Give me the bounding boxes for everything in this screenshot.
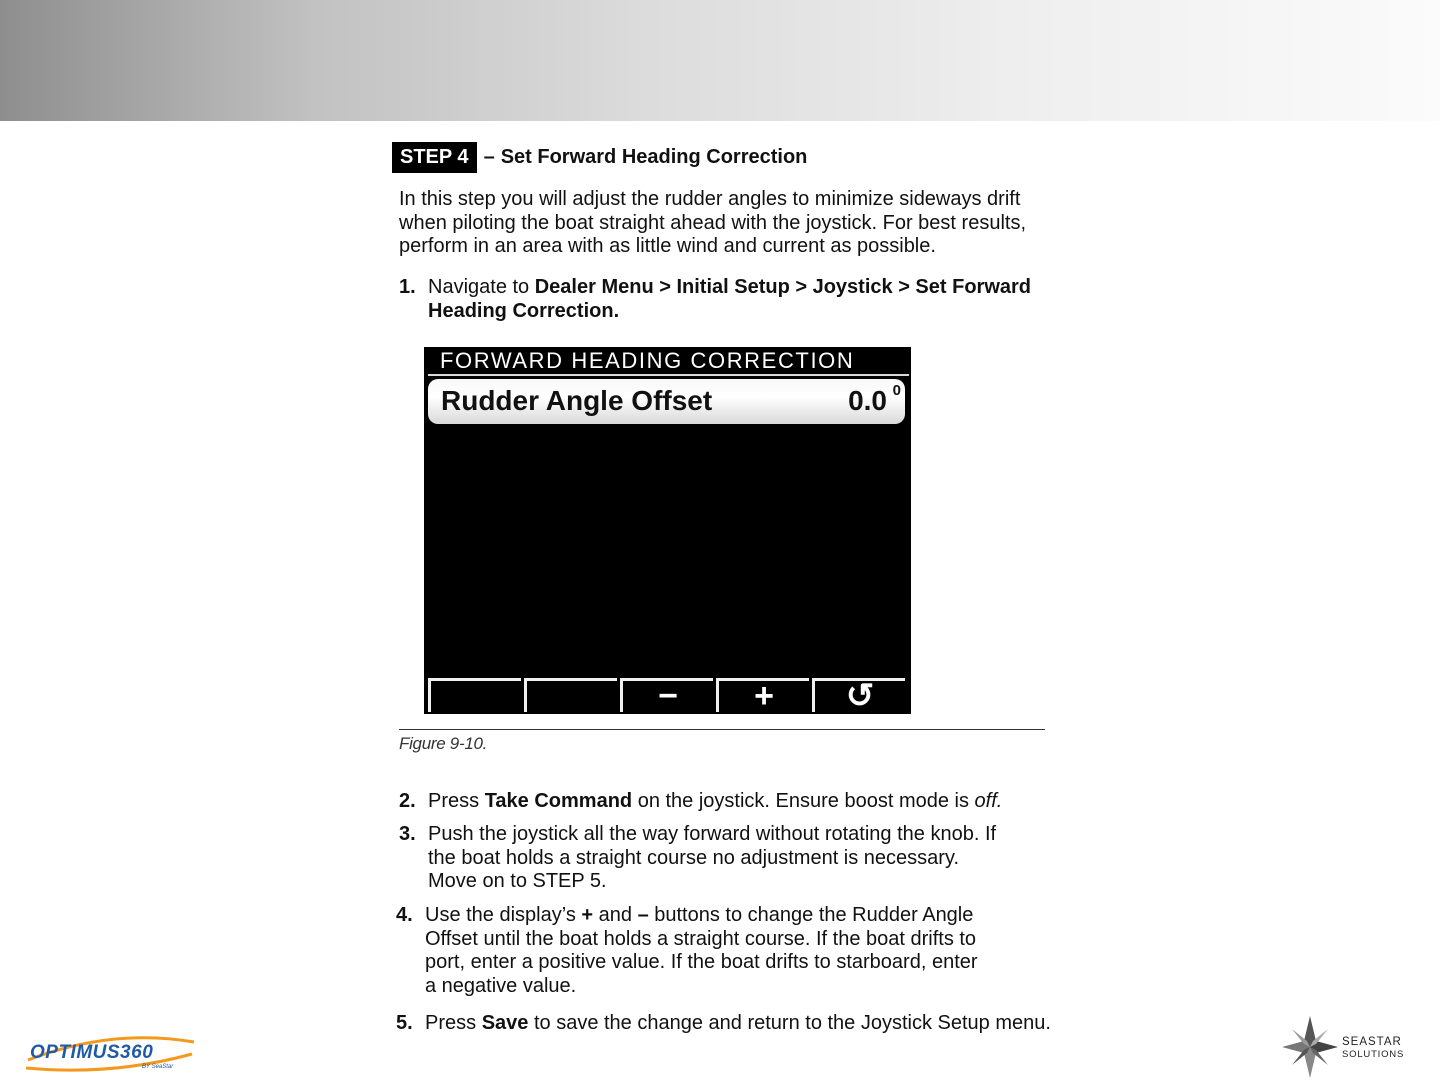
step-number: 2. xyxy=(399,790,416,812)
optimus360-logo xyxy=(22,1030,202,1074)
step-number: 4. xyxy=(396,904,413,926)
step-badge: STEP 4 xyxy=(392,142,477,173)
seastar-solutions-logo xyxy=(1278,1014,1440,1080)
step-title xyxy=(484,146,808,169)
menu-path-end: Heading Correction xyxy=(428,299,614,322)
step-line: the boat holds a straight course no adjustment is necessary. xyxy=(428,846,960,869)
plus-symbol: + xyxy=(581,904,594,926)
figure-caption: Figure 9-10. xyxy=(399,734,488,753)
boost-off-label: off. xyxy=(974,790,1003,812)
step-text xyxy=(428,276,1058,323)
plus-button[interactable]: + xyxy=(716,678,809,712)
step-line: port, enter a positive value. If the boat drifts to starboard, enter xyxy=(425,951,978,973)
device-screen xyxy=(424,347,911,714)
rudder-angle-offset-row[interactable] xyxy=(428,379,905,424)
screen-title-divider xyxy=(428,374,909,376)
intro-paragraph: In this step you will adjust the rudder angles to minimize sideways drift when piloting the boat straight ahead with the joystick. For best results, perform in an area with as little wind and current as possible. xyxy=(399,188,1027,257)
row-label: Rudder Angle Offset xyxy=(441,385,713,416)
screen-title: FORWARD HEADING CORRECTION xyxy=(440,348,855,373)
step-line: Use the display’s xyxy=(425,904,582,926)
softkey-1-button[interactable] xyxy=(428,678,521,712)
step-text xyxy=(425,1012,1055,1036)
step-text-plain: on the joystick. Ensure boost mode is xyxy=(632,790,975,812)
row-unit-degree: 0 xyxy=(892,382,901,399)
step-line: Push the joystick all the way forward without rotating the knob. If xyxy=(428,823,997,845)
optimus-wordmark: OPTIMUS360 xyxy=(30,1042,154,1063)
menu-path: Dealer Menu > Initial Setup > Joystick > Set Forward xyxy=(534,276,1032,298)
step-text xyxy=(428,790,1058,814)
step-dash: – xyxy=(483,146,495,168)
save-label: Save xyxy=(481,1012,529,1034)
step-line: Offset until the boat holds a straight course. If the boat drifts to xyxy=(425,927,977,950)
menu-path-period: . xyxy=(613,299,620,322)
instruction-step-3 xyxy=(399,823,1059,895)
seastar-wordmark: SEASTAR xyxy=(1342,1036,1402,1048)
step-line: a negative value. xyxy=(425,974,577,997)
step-text-plain: Navigate to xyxy=(428,276,535,298)
step-number: 1. xyxy=(399,276,416,298)
instruction-step-2 xyxy=(399,790,1059,814)
step-line: Move on to STEP 5. xyxy=(428,870,607,892)
step-text-plain: Press xyxy=(425,1012,482,1034)
step-line: and xyxy=(593,904,638,926)
instruction-step-1 xyxy=(399,276,1059,324)
step-line: buttons to change the Rudder Angle xyxy=(648,904,974,926)
softkey-bar xyxy=(428,677,908,715)
step-text-plain: to save the change and return to the Joystick Setup menu. xyxy=(528,1012,1051,1034)
figure-rule xyxy=(399,729,1045,730)
step-text-plain: Press xyxy=(428,790,485,812)
minus-button[interactable]: − xyxy=(620,678,713,712)
step-heading xyxy=(392,142,807,173)
step-text xyxy=(425,904,1055,998)
step-number: 3. xyxy=(399,823,416,845)
take-command-label: Take Command xyxy=(484,790,633,812)
step-title-text: Set Forward Heading Correction xyxy=(500,146,808,168)
step-number: 5. xyxy=(396,1012,413,1034)
softkey-2-button[interactable] xyxy=(524,678,617,712)
compass-star-icon xyxy=(1282,1016,1338,1078)
solutions-wordmark: SOLUTIONS xyxy=(1342,1049,1405,1060)
step-text xyxy=(428,823,1058,894)
minus-symbol: – xyxy=(637,904,649,926)
row-value: 0.0 xyxy=(848,385,887,416)
instruction-step-5 xyxy=(396,1012,1056,1036)
optimus-by-seastar: BY SeaStar xyxy=(142,1064,174,1070)
instruction-step-4 xyxy=(396,904,1056,1000)
back-icon[interactable]: ↺ xyxy=(812,678,905,712)
